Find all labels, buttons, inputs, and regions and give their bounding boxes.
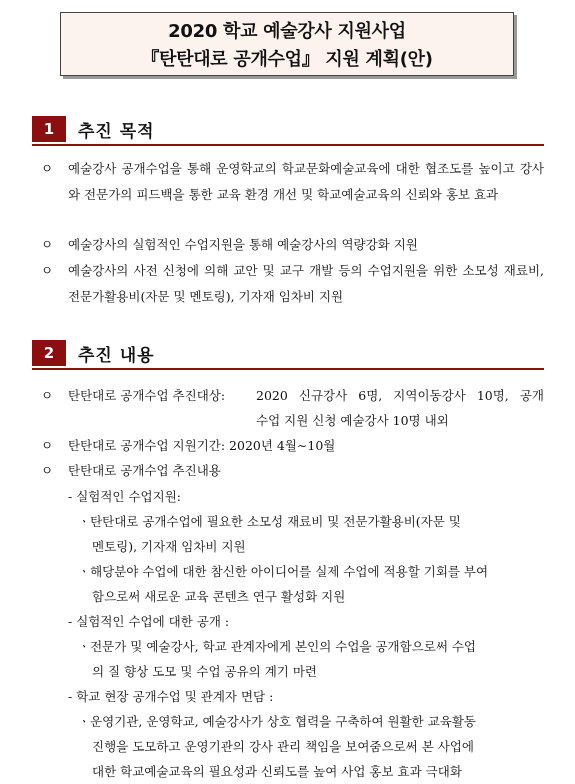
- sub3-line-1: ㆍ운영기관, 운영학교, 예술강사가 상호 협력을 구축하여 원활한 교육활동: [78, 714, 477, 729]
- purpose-item-1-text: 예술강사 공개수업을 통해 운영학교의 학교문화예술교육에 대한 협조도를 높이고 강사와 전문가의 피드백을 통한 교육 환경 개선 및 학교예술교육의 신뢰와 홍보 효과: [68, 161, 544, 202]
- bullet: ㅇ: [41, 237, 54, 252]
- purpose-item-2-text: 예술강사의 실험적인 수업지원을 통해 예술강사의 역량강화 지원: [68, 237, 418, 252]
- sub2-line-2: 의 질 향상 도모 및 수업 공유의 계기 마련: [92, 664, 317, 679]
- section-1-number: 1: [32, 116, 66, 142]
- bullet: ㅇ: [41, 388, 54, 403]
- sub1-line-3: ㆍ해당분야 수업에 대한 참신한 아이디어를 실제 수업에 적용할 기회를 부여: [78, 564, 489, 579]
- content-heading: 탄탄대로 공개수업 추진내용: [68, 463, 221, 478]
- purpose-item-3-text: 예술강사의 사전 신청에 의해 교안 및 교구 개발 등의 수업지원을 위한 소모성 재료비, 전문가활용비(자문 및 멘토링), 기자재 임차비 지원: [68, 263, 544, 304]
- document-title-box: [60, 12, 514, 76]
- section-2-header: [26, 340, 544, 370]
- sub1-line-1: ㆍ탄탄대로 공개수업에 필요한 소모성 재료비 및 전문가활용비(자문 및: [78, 514, 461, 529]
- title-line-2: 『탄탄대로 공개수업』 지원 계획(안): [141, 49, 433, 70]
- bullet: ㅇ: [41, 438, 54, 453]
- section-1-header: [26, 116, 544, 146]
- target-label: 탄탄대로 공개수업 추진대상:: [68, 388, 226, 403]
- purpose-item-1: [41, 156, 544, 208]
- sub2-line-1: ㆍ전문가 및 예술강사, 학교 관계자에게 본인의 수업을 공개함으로써 수업: [78, 639, 477, 654]
- sub-heading-3: - 학교 현장 공개수업 및 관계자 면담 :: [68, 689, 274, 704]
- purpose-item-2: [41, 232, 544, 258]
- section-2-title: 추진 내용: [78, 346, 155, 366]
- bullet: ㅇ: [41, 263, 54, 278]
- sub-heading-1: - 실험적인 수업지원:: [68, 489, 181, 504]
- section-1-divider: [32, 144, 544, 146]
- target-value-line-1: 2020 신규강사 6명, 지역이동강사 10명, 공개: [256, 388, 544, 403]
- bullet: ㅇ: [41, 161, 54, 176]
- section-2-divider: [32, 368, 544, 370]
- bullet: ㅇ: [41, 463, 54, 478]
- section-1-title: 추진 목적: [78, 122, 155, 142]
- section-2-number: 2: [32, 340, 66, 366]
- sub3-line-2: 진행을 도모하고 운영기관의 강사 관리 책임을 보여줌으로써 본 사업에: [92, 739, 474, 754]
- purpose-item-3: [41, 258, 544, 310]
- period-text: 탄탄대로 공개수업 지원기간: 2020년 4월∼10월: [68, 438, 336, 453]
- sub1-line-4: 함으로써 새로운 교육 콘텐츠 연구 활성화 지원: [92, 589, 346, 604]
- title-line-1: 2020 학교 예술강사 지원사업: [168, 21, 406, 42]
- target-value-line-2: 수업 지원 신청 예술강사 10명 내외: [256, 413, 449, 428]
- sub3-line-3: 대한 학교예술교육의 필요성과 신뢰도를 높여 사업 홍보 효과 극대화: [92, 764, 462, 779]
- sub1-line-2: 멘토링), 기자재 임차비 지원: [92, 539, 246, 554]
- sub-heading-2: - 실험적인 수업에 대한 공개 :: [68, 614, 230, 629]
